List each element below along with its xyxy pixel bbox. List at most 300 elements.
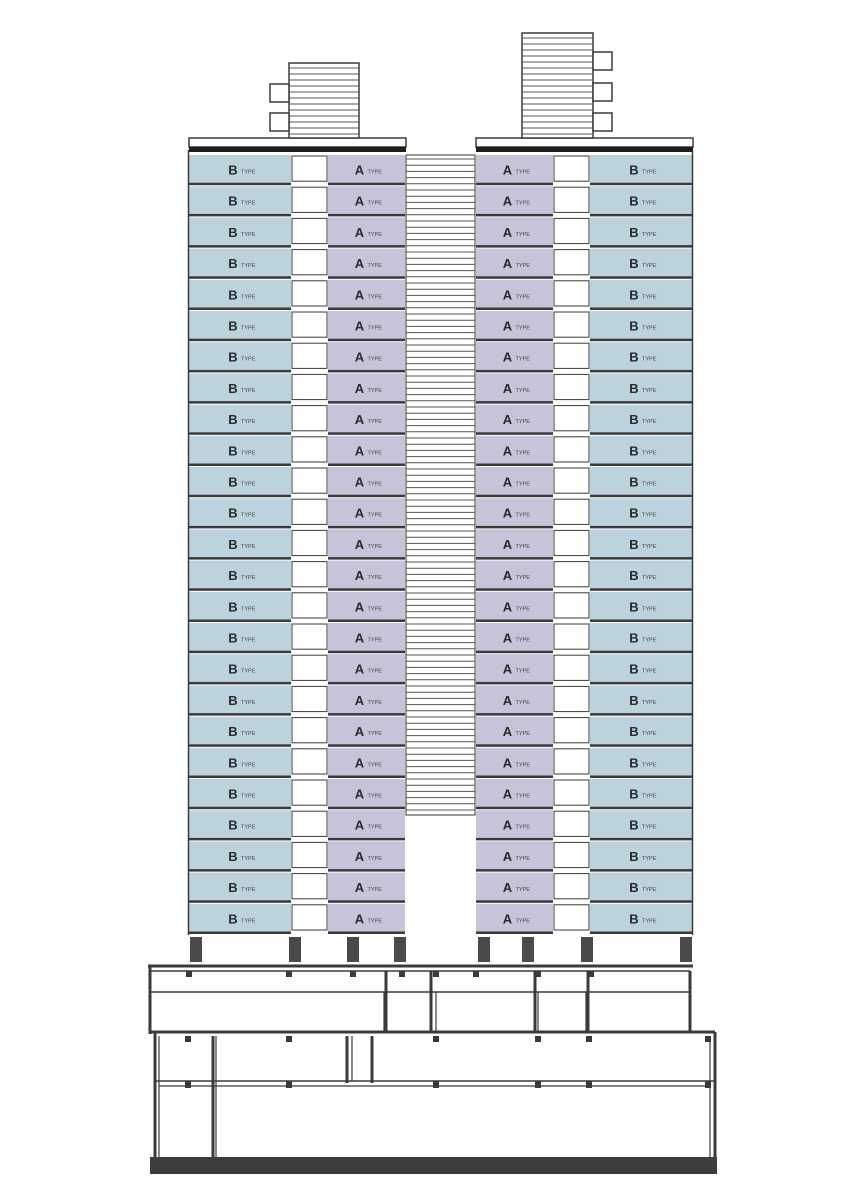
floor-slab	[328, 370, 405, 373]
unit-type-suffix: TYPE	[241, 169, 256, 176]
unit-type-letter: A	[354, 692, 365, 708]
unit-type-letter: A	[502, 536, 513, 552]
unit-type-letter: A	[502, 568, 513, 584]
floor-slab	[189, 526, 291, 529]
window-bay	[292, 374, 327, 399]
floor-slab	[476, 682, 553, 685]
unit-panel	[328, 436, 405, 465]
unit-panel	[590, 498, 692, 527]
unit-type-letter: B	[228, 193, 238, 209]
unit-b-type	[189, 436, 291, 466]
unit-type-suffix: TYPE	[515, 231, 530, 238]
window-bay	[554, 562, 589, 587]
unit-b-type	[590, 342, 692, 372]
unit-type-letter: A	[502, 505, 513, 521]
beam-stub	[433, 1036, 439, 1042]
beam-stub	[586, 1036, 592, 1042]
floor-slab	[590, 339, 692, 342]
unit-panel	[476, 311, 553, 340]
floor-slab	[476, 651, 553, 654]
floor-slab	[189, 557, 291, 560]
unit-type-letter: B	[629, 755, 639, 771]
unit-panel	[189, 592, 291, 621]
unit-type-letter: B	[629, 193, 639, 209]
unit-type-letter: B	[629, 848, 639, 864]
unit-panel	[590, 623, 692, 652]
unit-type-letter: B	[629, 505, 639, 521]
unit-b-type	[189, 498, 291, 528]
unit-type-letter: A	[354, 318, 365, 334]
unit-type-letter: B	[629, 661, 639, 677]
unit-type-suffix: TYPE	[367, 481, 382, 488]
unit-panel	[590, 280, 692, 309]
floor-slab	[328, 245, 405, 248]
window-bay	[292, 593, 327, 618]
floor-slab	[328, 183, 405, 186]
unit-type-letter: A	[502, 193, 513, 209]
unit-type-letter: A	[502, 443, 513, 459]
unit-panel	[590, 186, 692, 215]
unit-panel	[189, 311, 291, 340]
window-bay	[292, 562, 327, 587]
unit-panel	[590, 685, 692, 714]
unit-type-suffix: TYPE	[642, 887, 657, 894]
floor-slab	[189, 869, 291, 872]
floor-slab	[476, 900, 553, 903]
unit-type-letter: B	[629, 256, 639, 272]
piloti-column	[680, 937, 692, 962]
unit-b-type	[189, 405, 291, 435]
floor-slab	[328, 464, 405, 467]
unit-panel	[328, 529, 405, 558]
unit-panel	[476, 592, 553, 621]
floor-slab	[189, 339, 291, 342]
unit-panel	[328, 342, 405, 371]
unit-type-letter: B	[228, 911, 238, 927]
unit-type-letter: B	[228, 568, 238, 584]
window-bay	[554, 281, 589, 306]
unit-type-letter: B	[228, 817, 238, 833]
floor-slab	[328, 214, 405, 217]
unit-type-letter: A	[354, 568, 365, 584]
unit-type-letter: B	[629, 287, 639, 303]
unit-a-type	[476, 342, 553, 372]
unit-type-letter: A	[502, 256, 513, 272]
unit-panel	[189, 779, 291, 808]
unit-b-type	[590, 529, 692, 559]
unit-b-type	[189, 654, 291, 684]
unit-type-suffix: TYPE	[241, 450, 256, 457]
floor-row	[189, 904, 692, 934]
unit-panel	[590, 529, 692, 558]
unit-type-suffix: TYPE	[515, 512, 530, 519]
unit-panel	[189, 217, 291, 246]
window-bay	[554, 624, 589, 649]
unit-b-type	[189, 623, 291, 653]
window-bay	[292, 343, 327, 368]
unit-type-suffix: TYPE	[642, 169, 657, 176]
unit-b-type	[590, 280, 692, 310]
floor-slab	[476, 713, 553, 716]
unit-panel	[476, 654, 553, 683]
floor-slab	[328, 838, 405, 841]
unit-a-type	[476, 873, 553, 903]
window-bay	[292, 624, 327, 649]
unit-panel	[328, 592, 405, 621]
floor-slab	[328, 588, 405, 591]
unit-type-suffix: TYPE	[642, 762, 657, 769]
floor-slab	[189, 432, 291, 435]
floor-slab	[476, 183, 553, 186]
unit-a-type	[328, 280, 405, 310]
floor-slab	[328, 776, 405, 779]
unit-b-type	[189, 779, 291, 809]
unit-type-suffix: TYPE	[241, 481, 256, 488]
unit-type-suffix: TYPE	[367, 855, 382, 862]
unit-panel	[590, 654, 692, 683]
floor-slab	[590, 776, 692, 779]
unit-type-suffix: TYPE	[642, 824, 657, 831]
roof-parapet	[189, 138, 406, 147]
floor-slab	[328, 526, 405, 529]
unit-a-type	[328, 249, 405, 279]
unit-type-suffix: TYPE	[642, 200, 657, 207]
floor-slab	[328, 432, 405, 435]
floor-slab	[328, 869, 405, 872]
unit-type-letter: A	[354, 256, 365, 272]
unit-type-suffix: TYPE	[642, 731, 657, 738]
floor-slab	[476, 744, 553, 747]
unit-panel	[189, 280, 291, 309]
unit-panel	[590, 873, 692, 902]
unit-type-suffix: TYPE	[515, 887, 530, 894]
floor-slab	[189, 464, 291, 467]
unit-type-letter: B	[228, 848, 238, 864]
unit-type-letter: B	[629, 318, 639, 334]
unit-a-type	[476, 249, 553, 279]
unit-a-type	[476, 717, 553, 747]
window-bay	[554, 218, 589, 243]
unit-type-suffix: TYPE	[367, 263, 382, 270]
rooftop-vent	[593, 52, 612, 70]
beam-stub	[286, 971, 292, 977]
unit-type-suffix: TYPE	[515, 575, 530, 582]
window-bay	[292, 218, 327, 243]
window-bay	[554, 593, 589, 618]
unit-type-suffix: TYPE	[241, 824, 256, 831]
unit-type-suffix: TYPE	[515, 356, 530, 363]
beam-stub	[399, 971, 405, 977]
floor-slab	[590, 900, 692, 903]
unit-type-letter: A	[354, 287, 365, 303]
beam-stub	[433, 1081, 439, 1088]
unit-b-type	[590, 685, 692, 715]
floor-slab	[476, 557, 553, 560]
unit-type-suffix: TYPE	[241, 387, 256, 394]
piloti-column	[347, 937, 359, 962]
unit-type-suffix: TYPE	[367, 512, 382, 519]
floor-slab	[590, 744, 692, 747]
unit-type-letter: A	[502, 661, 513, 677]
unit-type-letter: B	[228, 661, 238, 677]
window-bay	[554, 437, 589, 462]
unit-type-letter: A	[354, 755, 365, 771]
unit-a-type	[328, 623, 405, 653]
window-bay	[554, 468, 589, 493]
unit-panel	[590, 841, 692, 870]
unit-panel	[189, 405, 291, 434]
floor-slab	[189, 214, 291, 217]
unit-panel	[476, 873, 553, 902]
unit-a-type	[328, 467, 405, 497]
unit-b-type	[189, 249, 291, 279]
unit-type-suffix: TYPE	[241, 918, 256, 925]
unit-type-letter: A	[354, 880, 365, 896]
unit-b-type	[590, 592, 692, 622]
unit-panel	[328, 810, 405, 839]
unit-panel	[189, 155, 291, 184]
window-bay	[554, 156, 589, 181]
unit-type-letter: A	[502, 911, 513, 927]
unit-a-type	[328, 436, 405, 466]
unit-type-letter: B	[228, 755, 238, 771]
floor-slab	[476, 495, 553, 498]
unit-b-type	[590, 311, 692, 341]
unit-type-suffix: TYPE	[241, 263, 256, 270]
unit-type-suffix: TYPE	[642, 855, 657, 862]
window-bay	[292, 749, 327, 774]
unit-type-suffix: TYPE	[515, 668, 530, 675]
unit-b-type	[189, 904, 291, 934]
unit-type-suffix: TYPE	[515, 731, 530, 738]
unit-type-suffix: TYPE	[642, 699, 657, 706]
unit-a-type	[476, 904, 553, 934]
window-bay	[292, 874, 327, 899]
unit-type-suffix: TYPE	[367, 793, 382, 800]
window-bay	[554, 499, 589, 524]
unit-type-suffix: TYPE	[642, 543, 657, 550]
floor-row	[189, 873, 692, 903]
window-bay	[292, 811, 327, 836]
floor-slab	[189, 183, 291, 186]
unit-a-type	[476, 779, 553, 809]
floor-slab	[590, 495, 692, 498]
unit-b-type	[189, 186, 291, 216]
unit-a-type	[476, 405, 553, 435]
unit-type-letter: B	[629, 786, 639, 802]
floor-slab	[476, 620, 553, 623]
unit-panel	[590, 592, 692, 621]
unit-type-suffix: TYPE	[241, 575, 256, 582]
unit-type-suffix: TYPE	[241, 200, 256, 207]
unit-panel	[328, 498, 405, 527]
window-bay	[554, 250, 589, 275]
floor-row	[189, 841, 692, 871]
unit-panel	[476, 186, 553, 215]
window-bay	[292, 686, 327, 711]
window-bay	[292, 905, 327, 930]
floor-slab	[590, 932, 692, 935]
unit-b-type	[590, 623, 692, 653]
window-bay	[292, 281, 327, 306]
floor-slab	[590, 370, 692, 373]
unit-b-type	[189, 342, 291, 372]
unit-panel	[590, 311, 692, 340]
floor-slab	[189, 495, 291, 498]
unit-panel	[328, 249, 405, 278]
unit-type-letter: A	[502, 848, 513, 864]
unit-type-suffix: TYPE	[367, 606, 382, 613]
floor-slab	[476, 838, 553, 841]
beam-stub	[185, 1081, 191, 1088]
floor-slab	[476, 276, 553, 279]
window-bay	[554, 374, 589, 399]
window-bay	[554, 780, 589, 805]
unit-type-letter: A	[502, 817, 513, 833]
unit-panel	[328, 904, 405, 933]
unit-panel	[590, 249, 692, 278]
unit-panel	[189, 249, 291, 278]
unit-a-type	[328, 342, 405, 372]
unit-type-suffix: TYPE	[515, 325, 530, 332]
floor-slab	[590, 807, 692, 810]
floor-slab	[328, 932, 405, 935]
unit-panel	[476, 467, 553, 496]
unit-type-suffix: TYPE	[515, 543, 530, 550]
floor-slab	[590, 464, 692, 467]
window-bay	[554, 530, 589, 555]
floor-slab	[189, 776, 291, 779]
beam-stub	[705, 1036, 711, 1042]
unit-panel	[476, 810, 553, 839]
unit-type-letter: B	[629, 599, 639, 615]
window-bay	[292, 780, 327, 805]
unit-type-letter: B	[629, 162, 639, 178]
floor-slab	[590, 651, 692, 654]
unit-b-type	[590, 217, 692, 247]
unit-panel	[189, 623, 291, 652]
unit-b-type	[189, 592, 291, 622]
unit-b-type	[590, 841, 692, 871]
floor-slab	[590, 526, 692, 529]
floor-slab	[328, 682, 405, 685]
unit-type-letter: B	[629, 724, 639, 740]
floor-slab	[189, 588, 291, 591]
unit-type-letter: B	[228, 443, 238, 459]
unit-a-type	[476, 654, 553, 684]
window-bay	[554, 686, 589, 711]
window-bay	[292, 655, 327, 680]
unit-type-suffix: TYPE	[642, 793, 657, 800]
window-bay	[554, 905, 589, 930]
floor-slab	[590, 557, 692, 560]
unit-panel	[590, 779, 692, 808]
unit-a-type	[328, 311, 405, 341]
window-bay	[554, 655, 589, 680]
unit-b-type	[189, 155, 291, 185]
unit-type-suffix: TYPE	[367, 918, 382, 925]
unit-panel	[590, 436, 692, 465]
unit-panel	[476, 249, 553, 278]
unit-b-type	[590, 155, 692, 185]
unit-panel	[476, 779, 553, 808]
floor-slab	[328, 713, 405, 716]
unit-type-suffix: TYPE	[515, 263, 530, 270]
podium-and-basement	[148, 937, 717, 1174]
unit-panel	[476, 717, 553, 746]
floor-slab	[590, 713, 692, 716]
unit-a-type	[328, 685, 405, 715]
unit-panel	[189, 873, 291, 902]
unit-panel	[328, 467, 405, 496]
piloti-column	[581, 937, 593, 962]
unit-type-suffix: TYPE	[642, 450, 657, 457]
floor-slab	[590, 276, 692, 279]
unit-type-suffix: TYPE	[642, 419, 657, 426]
unit-type-letter: B	[228, 318, 238, 334]
unit-panel	[476, 280, 553, 309]
floor-slab	[328, 401, 405, 404]
unit-type-letter: A	[502, 474, 513, 490]
unit-type-letter: A	[502, 880, 513, 896]
unit-type-letter: A	[502, 724, 513, 740]
floor-slab	[328, 308, 405, 311]
unit-type-letter: B	[228, 505, 238, 521]
unit-panel	[590, 467, 692, 496]
unit-type-letter: B	[228, 630, 238, 646]
floor-slab	[189, 744, 291, 747]
unit-type-suffix: TYPE	[241, 731, 256, 738]
beam-stub	[186, 971, 192, 977]
floor-slab	[590, 401, 692, 404]
window-bay	[292, 187, 327, 212]
unit-type-letter: B	[228, 256, 238, 272]
unit-panel	[476, 685, 553, 714]
window-bay	[292, 156, 327, 181]
unit-b-type	[590, 467, 692, 497]
unit-panel	[590, 373, 692, 402]
floor-slab	[476, 588, 553, 591]
unit-type-suffix: TYPE	[241, 793, 256, 800]
window-bay	[554, 187, 589, 212]
unit-type-letter: B	[228, 536, 238, 552]
unit-type-suffix: TYPE	[642, 294, 657, 301]
unit-b-type	[189, 685, 291, 715]
unit-type-letter: B	[228, 349, 238, 365]
unit-type-suffix: TYPE	[515, 793, 530, 800]
unit-panel	[189, 654, 291, 683]
floor-slab	[590, 838, 692, 841]
unit-type-letter: A	[502, 162, 513, 178]
unit-type-letter: A	[502, 318, 513, 334]
floor-slab	[189, 713, 291, 716]
unit-b-type	[189, 717, 291, 747]
unit-type-suffix: TYPE	[642, 668, 657, 675]
unit-panel	[590, 342, 692, 371]
unit-panel	[189, 467, 291, 496]
floor-slab	[476, 245, 553, 248]
window-bay	[292, 499, 327, 524]
unit-panel	[476, 748, 553, 777]
unit-type-letter: B	[629, 412, 639, 428]
unit-type-suffix: TYPE	[515, 637, 530, 644]
unit-a-type	[328, 748, 405, 778]
window-bay	[554, 842, 589, 867]
floor-slab	[328, 620, 405, 623]
unit-type-suffix: TYPE	[241, 512, 256, 519]
unit-a-type	[328, 498, 405, 528]
unit-type-letter: B	[629, 380, 639, 396]
